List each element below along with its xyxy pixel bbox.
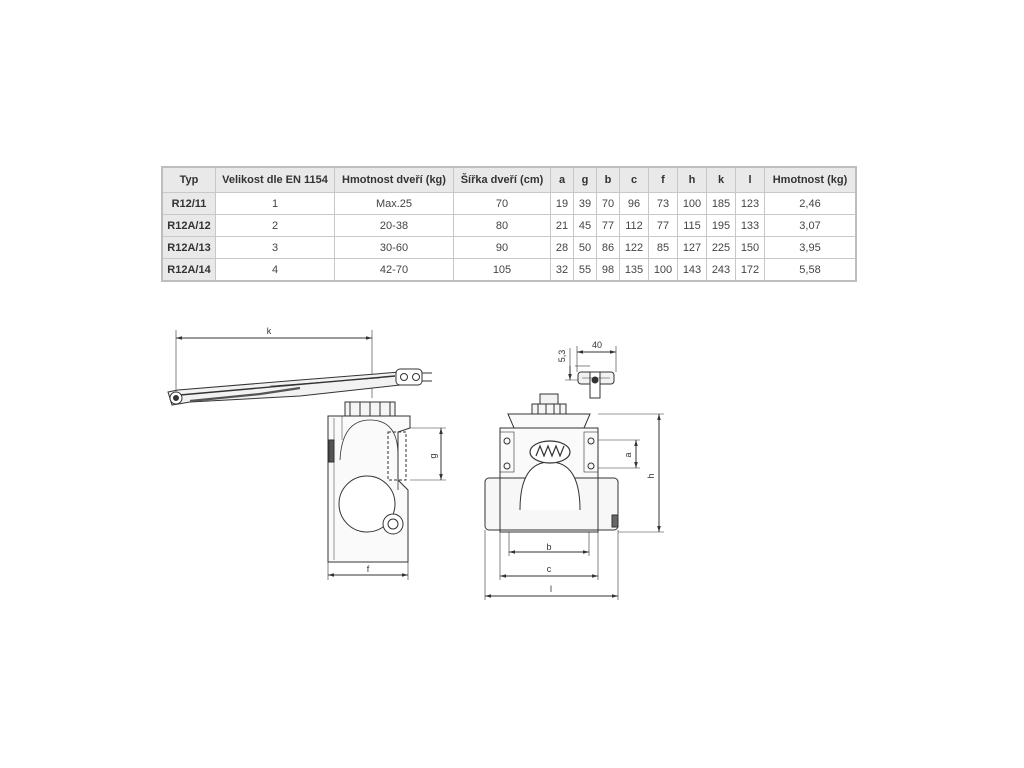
col-header-typ: Typ [162,167,216,193]
cell: 2,46 [765,193,857,215]
cell: 1 [216,193,335,215]
col-header-h: h [678,167,707,193]
cell: 20-38 [335,215,454,237]
cell: 243 [707,259,736,282]
dim-label-f: f [366,564,370,574]
cell: 73 [649,193,678,215]
cell: 195 [707,215,736,237]
cell-typ: R12A/13 [162,237,216,259]
col-header-b: b [597,167,620,193]
cell: 2 [216,215,335,237]
cell: 123 [736,193,765,215]
dim-label-40: 40 [591,340,603,350]
cell: 28 [551,237,574,259]
cell: 80 [454,215,551,237]
dim-label-b: b [546,542,552,552]
cell: 225 [707,237,736,259]
cell: 85 [649,237,678,259]
cell: 77 [597,215,620,237]
cell: 112 [620,215,649,237]
cell: 3 [216,237,335,259]
col-header-sirka-dveri: Šířka dveří (cm) [454,167,551,193]
brand-logo-emblem [530,441,570,463]
dim-label-h: h [646,473,656,479]
cell: 105 [454,259,551,282]
cell: Max.25 [335,193,454,215]
cell: 96 [620,193,649,215]
closer-body-side [328,402,410,562]
cell: 122 [620,237,649,259]
cell: 133 [736,215,765,237]
cell: 70 [597,193,620,215]
cell: 98 [597,259,620,282]
cell: 3,95 [765,237,857,259]
cell: 30-60 [335,237,454,259]
cell: 55 [574,259,597,282]
closer-body-front [485,428,618,532]
cell: 135 [620,259,649,282]
col-header-hmotnost: Hmotnost (kg) [765,167,857,193]
col-header-g: g [574,167,597,193]
cell: 100 [678,193,707,215]
cell: 86 [597,237,620,259]
cell: 115 [678,215,707,237]
cell: 5,58 [765,259,857,282]
cell: 77 [649,215,678,237]
col-header-l: l [736,167,765,193]
col-header-a: a [551,167,574,193]
dim-label-a: a [623,452,633,458]
dim-label-l: l [550,584,552,594]
cell: 3,07 [765,215,857,237]
front-view-drawing [485,346,664,600]
cell: 172 [736,259,765,282]
cell: 19 [551,193,574,215]
cell: 185 [707,193,736,215]
closer-bracket [578,372,614,398]
cell-typ: R12/11 [162,193,216,215]
side-view-drawing [168,330,446,580]
cell: 45 [574,215,597,237]
cell: 100 [649,259,678,282]
cell-typ: R12A/14 [162,259,216,282]
cell: 127 [678,237,707,259]
col-header-velikost: Velikost dle EN 1154 [216,167,335,193]
cell: 39 [574,193,597,215]
col-header-hmotnost-dveri: Hmotnost dveří (kg) [335,167,454,193]
dim-label-53: 5,3 [557,349,567,363]
cell: 90 [454,237,551,259]
col-header-f: f [649,167,678,193]
cell: 42-70 [335,259,454,282]
dim-label-c: c [546,564,552,574]
cell: 70 [454,193,551,215]
cell: 21 [551,215,574,237]
cell: 50 [574,237,597,259]
dim-label-g: g [428,453,438,459]
cell: 143 [678,259,707,282]
closer-arm [168,369,432,405]
col-header-c: c [620,167,649,193]
cell: 150 [736,237,765,259]
dim-label-k: k [266,326,272,336]
cell: 32 [551,259,574,282]
cell: 4 [216,259,335,282]
col-header-k: k [707,167,736,193]
cell-typ: R12A/12 [162,215,216,237]
